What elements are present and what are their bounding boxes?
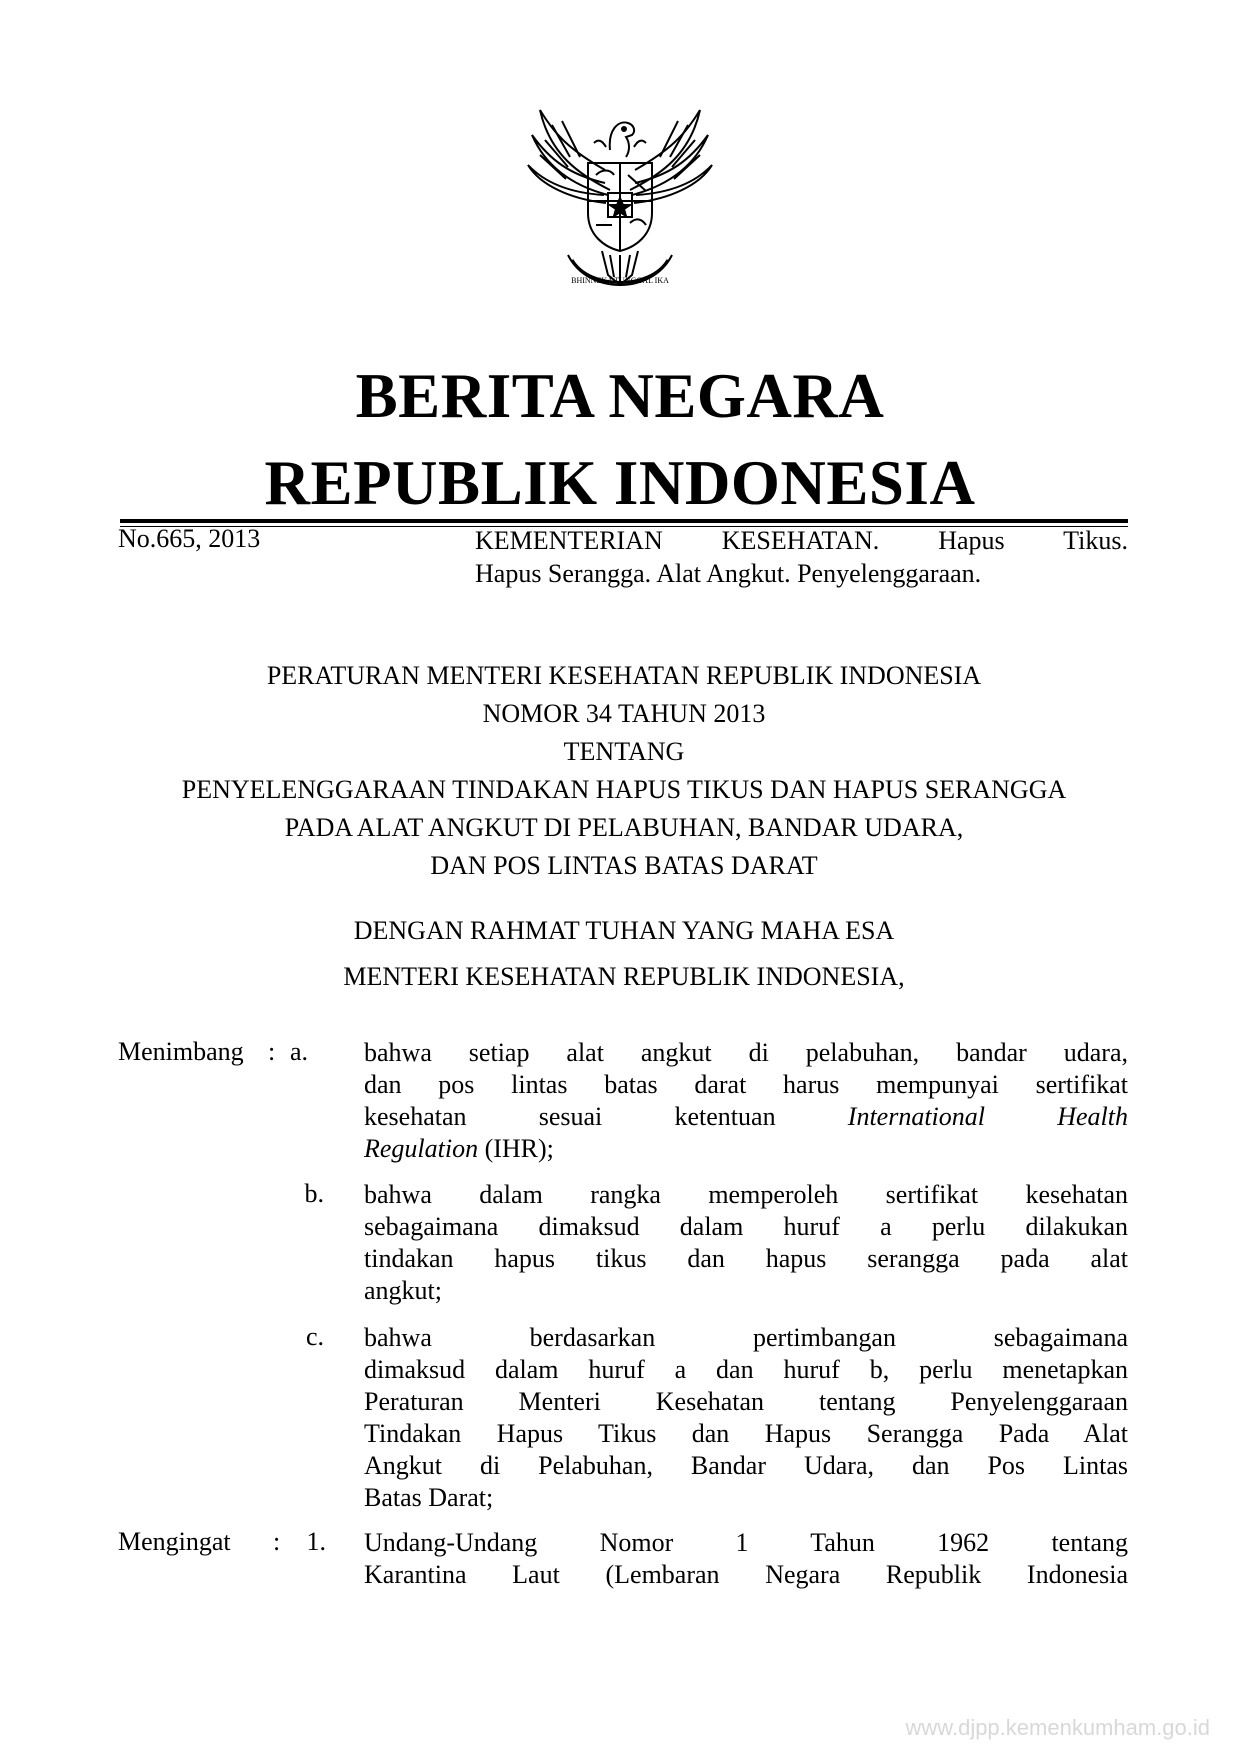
item-body bbox=[364, 1179, 1128, 1307]
section-colon: : bbox=[273, 1527, 281, 1556]
heading-line: PERATURAN MENTERI KESEHATAN REPUBLIK INDONESIA bbox=[266, 661, 982, 690]
gazette-subtitle: REPUBLIK INDONESIA bbox=[264, 448, 976, 518]
motto-ribbon: BHINNEKA TUNGGAL IKA bbox=[571, 276, 669, 285]
subject-line: KEMENTERIAN KESEHATAN. Hapus Tikus. bbox=[475, 526, 1128, 555]
item-line: bahwa setiap alat angkut di pelabuhan, bandar udara, bbox=[364, 1038, 1128, 1067]
heading-line: PADA ALAT ANGKUT DI PELABUHAN, BANDAR UDARA, bbox=[284, 813, 964, 842]
watermark-url: www.djpp.kemenkumham.go.id bbox=[905, 1715, 1210, 1740]
section-colon: : bbox=[268, 1037, 276, 1066]
item-line: Batas Darat; bbox=[364, 1483, 494, 1512]
item-line-text: (IHR); bbox=[484, 1134, 554, 1163]
header-rule-thick bbox=[120, 519, 1128, 523]
item-line-text: kesehatan sesuai ketentuan bbox=[364, 1102, 776, 1131]
item-body bbox=[364, 1527, 1128, 1591]
item-line bbox=[364, 1101, 1128, 1133]
item-mark: b. bbox=[304, 1179, 324, 1208]
item-line: bahwa dalam rangka memperoleh sertifikat kesehatan bbox=[364, 1180, 1128, 1209]
heading-line: MENTERI KESEHATAN REPUBLIK INDONESIA, bbox=[343, 962, 905, 991]
gazette-number: No.665, 2013 bbox=[118, 524, 261, 553]
section-label: Menimbang bbox=[118, 1037, 244, 1066]
section-label: Mengingat bbox=[118, 1527, 231, 1556]
italic-term: International Health bbox=[847, 1102, 1128, 1131]
garuda-pancasila-emblem bbox=[510, 95, 730, 315]
gazette-subject bbox=[475, 524, 1128, 590]
heading-line: DAN POS LINTAS BATAS DARAT bbox=[430, 851, 818, 880]
item-line: angkut; bbox=[364, 1276, 442, 1305]
garuda-emblem-icon bbox=[510, 95, 730, 315]
preamble-heading bbox=[120, 908, 1128, 1000]
item-mark: 1. bbox=[306, 1527, 326, 1556]
item-line: dan pos lintas batas darat harus mempunyai sertifikat bbox=[364, 1070, 1128, 1099]
item-line: sebagaimana dimaksud dalam huruf a perlu dilakukan bbox=[364, 1212, 1128, 1241]
item-line: Karantina Laut (Lembaran Negara Republik Indonesia bbox=[364, 1560, 1128, 1589]
heading-line: TENTANG bbox=[563, 737, 685, 766]
heading-line: NOMOR 34 TAHUN 2013 bbox=[482, 699, 766, 728]
item-line: Undang-Undang Nomor 1 Tahun 1962 tentang bbox=[364, 1528, 1128, 1557]
item-mark: c. bbox=[305, 1322, 324, 1351]
item-line: dimaksud dalam huruf a dan huruf b, perlu menetapkan bbox=[364, 1355, 1128, 1384]
heading-line: DENGAN RAHMAT TUHAN YANG MAHA ESA bbox=[353, 916, 895, 945]
item-line: Angkut di Pelabuhan, Bandar Udara, dan Pos Lintas bbox=[364, 1451, 1128, 1480]
item-line: Tindakan Hapus Tikus dan Hapus Serangga Pada Alat bbox=[364, 1419, 1128, 1448]
heading-line: PENYELENGGARAAN TINDAKAN HAPUS TIKUS DAN HAPUS SERANGGA bbox=[181, 775, 1067, 804]
item-line: bahwa berdasarkan pertimbangan sebagaimana bbox=[364, 1323, 1128, 1352]
italic-term: Regulation bbox=[364, 1134, 479, 1163]
item-line: Peraturan Menteri Kesehatan tentang Penyelenggaraan bbox=[364, 1387, 1128, 1416]
gazette-title: BERITA NEGARA bbox=[355, 361, 885, 431]
item-body bbox=[364, 1322, 1128, 1514]
subject-line: Hapus Serangga. Alat Angkut. Penyelenggaraan. bbox=[475, 559, 982, 588]
item-line: tindakan hapus tikus dan hapus serangga pada alat bbox=[364, 1244, 1128, 1273]
item-mark: a. bbox=[289, 1037, 308, 1066]
item-line bbox=[364, 1133, 1128, 1165]
regulation-heading bbox=[120, 657, 1128, 885]
item-body bbox=[364, 1037, 1128, 1165]
